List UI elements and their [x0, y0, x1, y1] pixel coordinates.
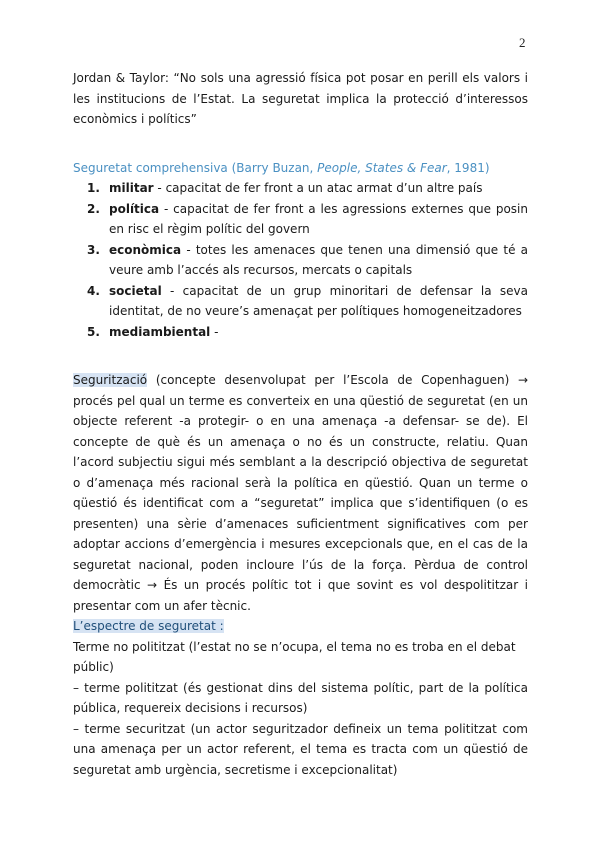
list-number: 1. [87, 181, 100, 195]
securitization-term: Segurització [73, 373, 148, 387]
list-description: - [210, 324, 219, 339]
list-number: 2. [87, 201, 100, 216]
list-item [73, 281, 528, 322]
spectrum-line-securitized: – terme securitzat (un actor seguritzador defineix un tema polititzat com una amenaça per un actor referent, el tema es tracta com un qüestió de seguretat amb urgència, secretisme i excepcionalitat) [73, 721, 528, 777]
list-term: societal [109, 283, 162, 298]
list-item [73, 199, 528, 240]
security-types-list [73, 178, 528, 342]
book-title: People, States & Fear [317, 160, 447, 175]
spectrum-title: L’espectre de seguretat : [73, 619, 224, 633]
heading-suffix: , 1981) [446, 160, 490, 175]
list-description: - totes les amenaces que tenen una dimensió que té a veure amb l’accés als recursos, mercats o capitals [109, 242, 528, 277]
list-term: econòmica [109, 242, 182, 257]
spectrum-line-politicized: – terme polititzat (és gestionat dins del sistema polític, part de la política pública, requereix decisions i recursos) [73, 680, 528, 715]
document-body [73, 68, 528, 780]
list-description: - capacitat de un grup minoritari de defensar la seva identitat, de no veure’s amenaçat per polítiques homogeneitzadores [109, 283, 528, 318]
list-description: - capacitat de fer front a un atac armat d’un altre país [153, 181, 483, 195]
list-number: 3. [87, 242, 100, 257]
heading-prefix: Seguretat comprehensiva (Barry Buzan, [73, 160, 318, 175]
list-term: mediambiental [109, 324, 211, 339]
quote-paragraph: Jordan & Taylor: “No sols una agressió física pot posar en perill els valors i les institucions de l’Estat. La seguretat implica la protecció d’interessos econòmics i polítics” [73, 71, 528, 126]
list-item [73, 178, 528, 199]
page-number: 2 [519, 35, 526, 50]
comprehensive-security-heading [73, 158, 528, 179]
list-description: - capacitat de fer front a les agressions externes que posin en risc el règim polític del govern [109, 201, 528, 236]
list-item [73, 322, 528, 343]
list-number: 5. [87, 324, 100, 339]
securitization-text: (concepte desenvolupat per l’Escola de Copenhaguen) → procés pel qual un terme es converteix en una qüestió de seguretat (en un objecte referent -a protegir- o en una amenaça -a defensar- se de). El concepte de què és un amenaça o no és un constructe, relatiu. Quan l’acord subjectiu sigui més semblant a la descripció objectiva de seguretat o d’amenaça més racional serà la política en qüestió. Quan un terme o qüestió és identificat com a “seguretat” implica que s’identifiquen (o es presenten) una sèrie d’amenaces suficientment significatives com per adoptar accions d’emergència i mesures excepcionals que, en el cas de la seguretat nacional, poden incloure l’ús de la força. Pèrdua de control democràtic → És un procés polític tot i que sovint es vol despolititzar i presentar com un afer tècnic. [73, 373, 528, 613]
list-number: 4. [87, 283, 100, 298]
list-term: militar [109, 181, 154, 195]
spectrum-line-nonpoliticized: Terme no polititzat (l’estat no se n’ocupa, el tema no es troba en el debat públic) [73, 639, 516, 674]
list-item [73, 240, 528, 281]
securitization-paragraph [73, 370, 528, 616]
spectrum-heading [73, 616, 528, 637]
list-term: política [109, 201, 160, 216]
